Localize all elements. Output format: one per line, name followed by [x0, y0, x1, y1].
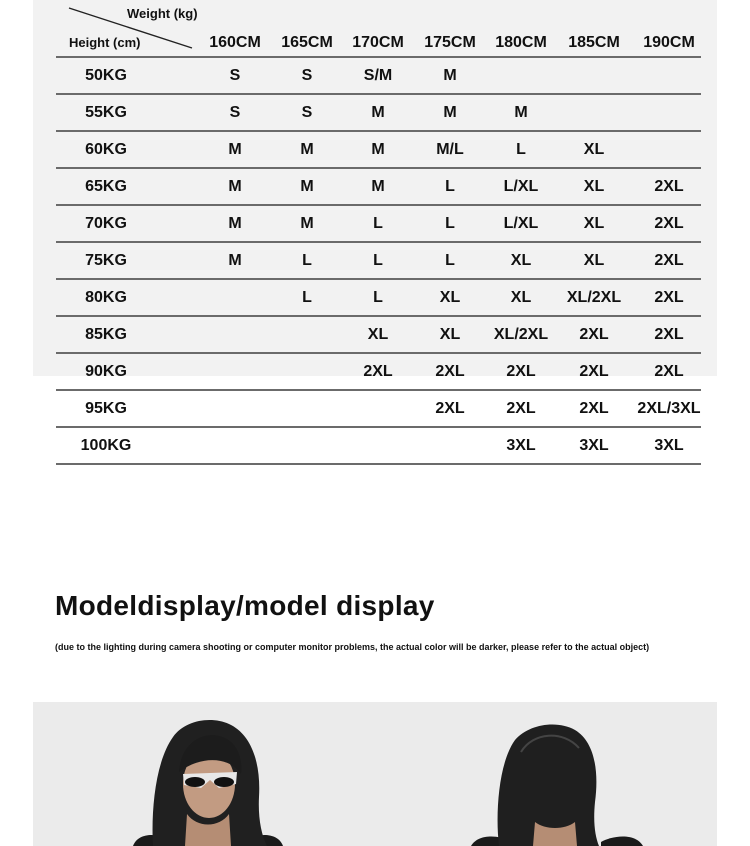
- model-back-figure: [471, 725, 643, 846]
- size-cell: S: [229, 104, 241, 121]
- weight-row-label: 85KG: [85, 326, 127, 343]
- table-row: [56, 243, 701, 280]
- table-row: [56, 58, 701, 95]
- weight-row-label: 70KG: [85, 215, 127, 232]
- size-cell: S/M: [363, 67, 393, 84]
- size-cell: XL: [583, 252, 605, 269]
- size-cell: 2XL: [654, 215, 684, 232]
- table-row: [56, 132, 701, 169]
- size-cell: XL: [583, 178, 605, 195]
- size-chart-table: [56, 0, 701, 465]
- height-column-header: 165CM: [281, 34, 333, 51]
- size-cell: M: [443, 67, 457, 84]
- size-cell: XL/2XL: [493, 326, 549, 343]
- size-cell: 2XL: [579, 400, 609, 417]
- size-cell: 2XL: [579, 326, 609, 343]
- size-cell: 2XL: [654, 363, 684, 380]
- size-cell: L: [373, 289, 383, 306]
- size-cell: 2XL: [654, 289, 684, 306]
- size-cell: L: [445, 178, 455, 195]
- size-cell: M: [228, 178, 242, 195]
- size-cell: S: [229, 67, 241, 84]
- weight-row-label: 90KG: [85, 363, 127, 380]
- weight-row-label: 95KG: [85, 400, 127, 417]
- table-row: [56, 317, 701, 354]
- weight-axis-label: Weight (kg): [127, 6, 198, 21]
- height-column-header: 180CM: [495, 34, 547, 51]
- size-cell: 2XL: [506, 400, 536, 417]
- size-cell: M: [300, 178, 314, 195]
- size-cell: M: [300, 141, 314, 158]
- weight-row-label: 65KG: [85, 178, 127, 195]
- model-display-title: Modeldisplay/model display: [55, 590, 435, 621]
- size-cell: M: [371, 104, 385, 121]
- height-column-header: 175CM: [424, 34, 476, 51]
- size-cell: L: [445, 215, 455, 232]
- size-cell: XL: [583, 215, 605, 232]
- size-cell: M: [443, 104, 457, 121]
- weight-row-label: 100KG: [80, 437, 132, 454]
- size-cell: M: [371, 141, 385, 158]
- size-cell: L: [516, 141, 526, 158]
- size-cell: 2XL: [435, 400, 465, 417]
- height-axis-label: Height (cm): [69, 35, 141, 50]
- size-cell: XL: [439, 289, 461, 306]
- table-row: [56, 206, 701, 243]
- size-cell: L: [302, 252, 312, 269]
- size-cell: XL: [439, 326, 461, 343]
- table-row: [56, 169, 701, 206]
- size-cell: 3XL: [506, 437, 536, 454]
- size-cell: L: [373, 252, 383, 269]
- height-column-header: 160CM: [209, 34, 261, 51]
- size-cell: 3XL: [654, 437, 684, 454]
- size-cell: L/XL: [503, 215, 539, 232]
- height-column-header: 185CM: [568, 34, 620, 51]
- table-row: [56, 391, 701, 428]
- table-row: [56, 428, 701, 465]
- size-cell: M: [228, 141, 242, 158]
- table-row: [56, 354, 701, 391]
- height-column-header: 190CM: [643, 34, 695, 51]
- size-cell: L/XL: [503, 178, 539, 195]
- size-cell: 2XL: [579, 363, 609, 380]
- size-cell: 2XL: [435, 363, 465, 380]
- size-cell: 2XL: [363, 363, 393, 380]
- size-chart-header: [56, 0, 701, 58]
- size-cell: M/L: [436, 141, 464, 158]
- weight-row-label: 80KG: [85, 289, 127, 306]
- size-cell: L: [302, 289, 312, 306]
- size-cell: 3XL: [579, 437, 609, 454]
- size-cell: XL: [583, 141, 605, 158]
- size-cell: XL: [510, 289, 532, 306]
- size-cell: M: [514, 104, 528, 121]
- size-cell: M: [300, 215, 314, 232]
- size-cell: XL/2XL: [566, 289, 622, 306]
- size-cell: S: [301, 67, 313, 84]
- height-column-header: 170CM: [352, 34, 404, 51]
- weight-row-label: 50KG: [85, 67, 127, 84]
- model-photo-illustration: [33, 702, 717, 846]
- color-disclaimer-note: (due to the lighting during camera shooting or computer monitor problems, the actual color will be darker, please refer to the actual object): [55, 642, 650, 652]
- size-cell: M: [228, 252, 242, 269]
- size-cell: 2XL: [654, 252, 684, 269]
- size-cell: XL: [510, 252, 532, 269]
- model-photo: [33, 702, 717, 846]
- size-cell: S: [301, 104, 313, 121]
- weight-row-label: 75KG: [85, 252, 127, 269]
- size-cell: 2XL: [654, 326, 684, 343]
- size-cell: 2XL/3XL: [637, 400, 701, 417]
- size-cell: XL: [367, 326, 389, 343]
- weight-row-label: 60KG: [85, 141, 127, 158]
- model-front-figure: [133, 720, 283, 846]
- size-cell: 2XL: [654, 178, 684, 195]
- size-cell: L: [373, 215, 383, 232]
- size-cell: L: [445, 252, 455, 269]
- table-row: [56, 95, 701, 132]
- size-cell: M: [228, 215, 242, 232]
- weight-row-label: 55KG: [85, 104, 127, 121]
- size-cell: M: [371, 178, 385, 195]
- size-cell: 2XL: [506, 363, 536, 380]
- table-row: [56, 280, 701, 317]
